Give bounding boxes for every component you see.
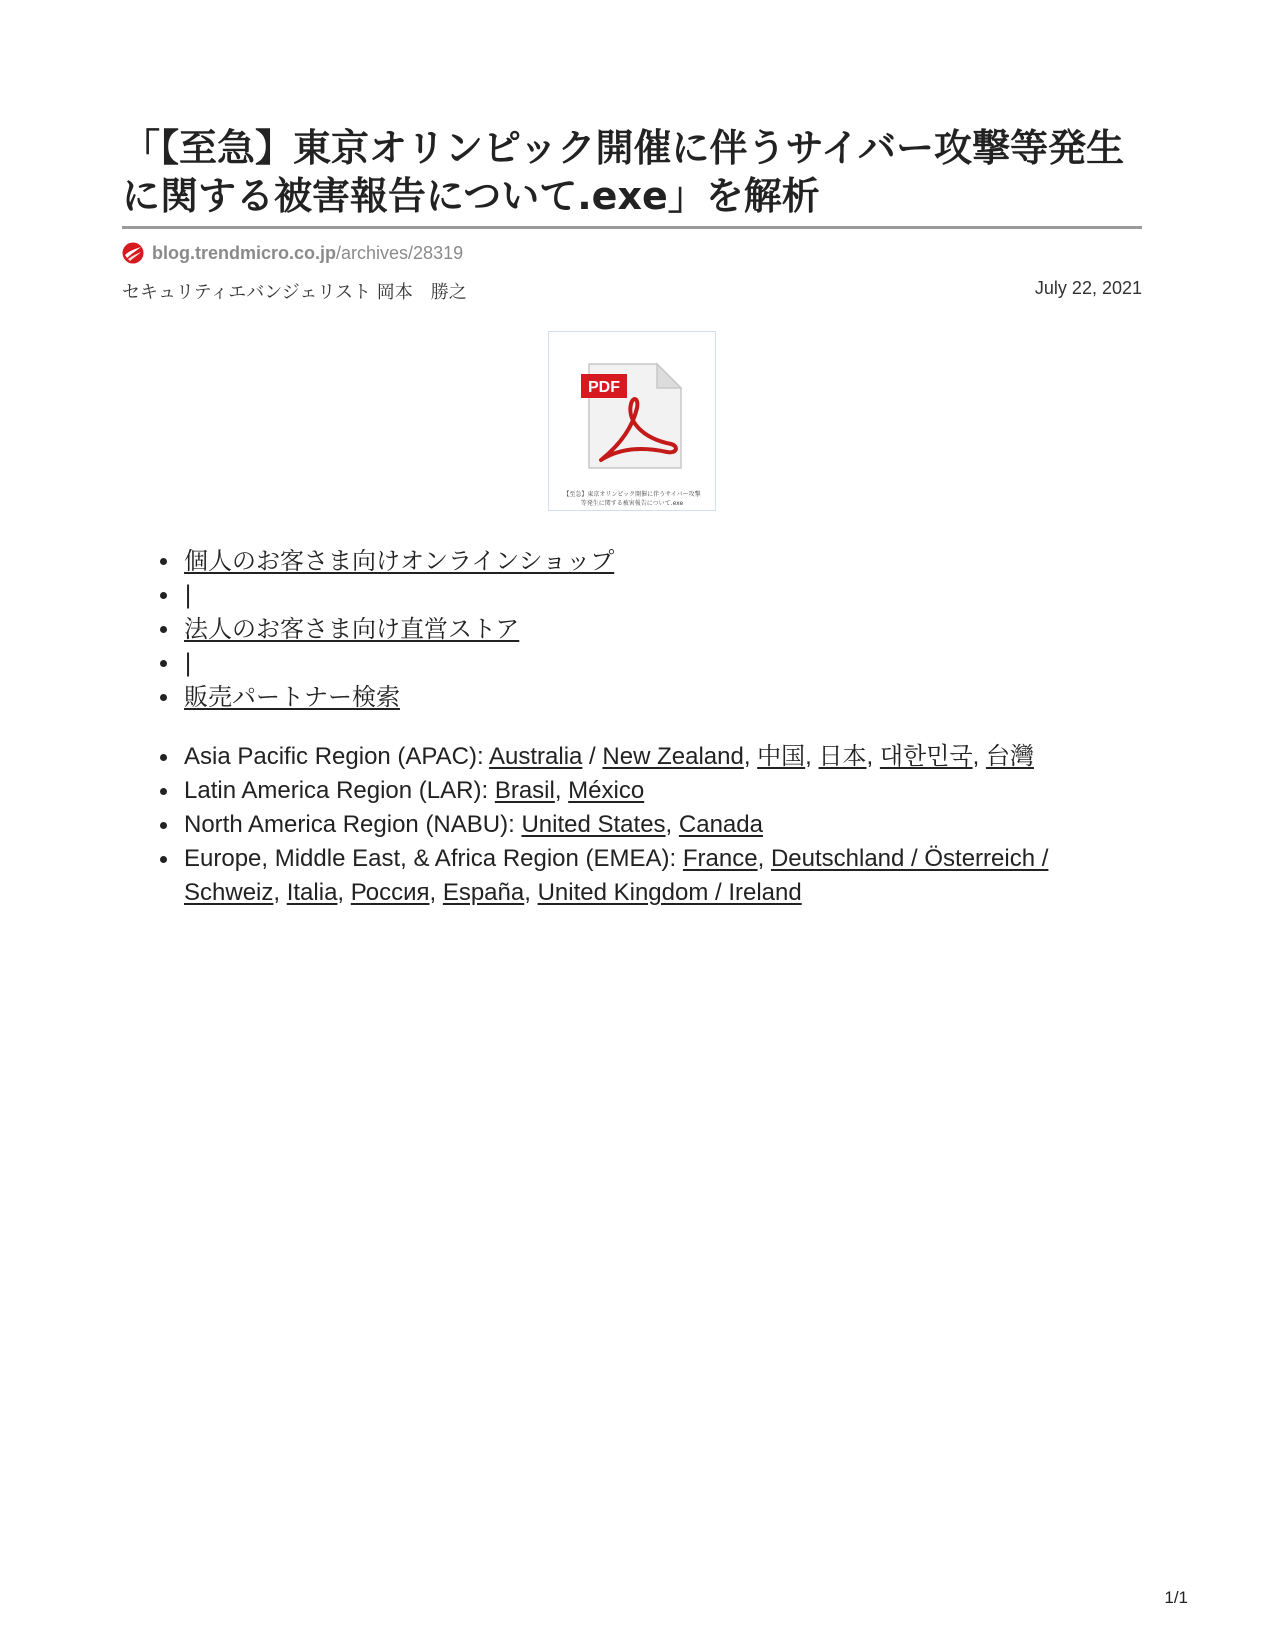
- link-taiwan[interactable]: 台灣: [985, 743, 1034, 770]
- link-brasil[interactable]: Brasil: [494, 777, 555, 804]
- page-number: 1/1: [1164, 1588, 1188, 1607]
- region-emea: [184, 842, 1084, 910]
- link-new-zealand[interactable]: New Zealand: [602, 743, 744, 770]
- separator: |: [184, 581, 193, 609]
- source-path[interactable]: /archives/28319: [336, 242, 464, 263]
- link-espana[interactable]: España: [442, 879, 525, 906]
- link-russia[interactable]: Россия: [350, 879, 430, 906]
- region-label: North America Region (NABU):: [184, 811, 522, 838]
- list-item: [184, 646, 614, 680]
- pdf-badge: PDF: [588, 379, 620, 396]
- list-item: [184, 612, 614, 646]
- separator: |: [184, 649, 193, 677]
- link-japan[interactable]: 日本: [818, 743, 867, 770]
- article-title: 「【至急】東京オリンピック開催に伴うサイバー攻撃等発生に関する被害報告について.exe」を解析: [122, 126, 1125, 218]
- link-china[interactable]: 中国: [757, 743, 806, 770]
- comma: ,: [337, 879, 351, 906]
- region-label: Europe, Middle East, & Africa Region (EMEA):: [184, 845, 683, 872]
- region-nabu: [184, 808, 1084, 842]
- slash: /: [582, 743, 603, 770]
- publish-date: July 22, 2021: [1034, 278, 1142, 298]
- comma: ,: [665, 811, 679, 838]
- comma: ,: [524, 879, 538, 906]
- link-uk-ireland[interactable]: United Kingdom / Ireland: [537, 879, 802, 906]
- link-italia[interactable]: Italia: [286, 879, 338, 906]
- link-dach[interactable]: Deutschland / Österreich / Schweiz: [184, 845, 1049, 906]
- thumbnail-caption: 【至急】東京オリンピック開催に伴うサイバー攻撃 等発生に関する被害報告について.exe: [563, 491, 701, 507]
- shop-links-list: [184, 544, 614, 714]
- region-list: [184, 740, 1084, 910]
- link-korea[interactable]: 대한민국: [879, 743, 973, 770]
- list-item: [184, 544, 614, 578]
- link-united-states[interactable]: United States: [521, 811, 666, 838]
- link-mexico[interactable]: México: [568, 777, 645, 804]
- link-canada[interactable]: Canada: [678, 811, 763, 838]
- comma: ,: [743, 743, 758, 770]
- pdf-thumbnail[interactable]: [548, 331, 716, 511]
- personal-shop-link[interactable]: 個人のお客さま向けオンラインショップ: [184, 547, 615, 575]
- title-divider: [122, 226, 1142, 229]
- trendmicro-logo-icon: [122, 242, 144, 264]
- comma: ,: [273, 879, 287, 906]
- partner-search-link[interactable]: 販売パートナー検索: [184, 683, 400, 711]
- list-item: [184, 578, 614, 612]
- business-store-link[interactable]: 法人のお客さま向け直営ストア: [184, 615, 520, 643]
- region-label: Latin America Region (LAR):: [184, 777, 495, 804]
- link-france[interactable]: France: [682, 845, 758, 872]
- region-label: Asia Pacific Region (APAC):: [184, 743, 490, 770]
- comma: ,: [866, 743, 880, 770]
- source-domain[interactable]: blog.trendmicro.co.jp: [152, 242, 337, 263]
- link-australia[interactable]: Australia: [489, 743, 583, 770]
- comma: ,: [429, 879, 443, 906]
- comma: ,: [757, 845, 771, 872]
- comma: ,: [805, 743, 819, 770]
- comma: ,: [972, 743, 986, 770]
- list-item: [184, 680, 614, 714]
- pdf-file-icon: [579, 360, 687, 476]
- author-name: セキュリティエバンジェリスト 岡本 勝之: [122, 282, 467, 303]
- region-apac: [184, 740, 1084, 774]
- source-line: [122, 240, 463, 266]
- region-lar: [184, 774, 1084, 808]
- comma: ,: [554, 777, 569, 804]
